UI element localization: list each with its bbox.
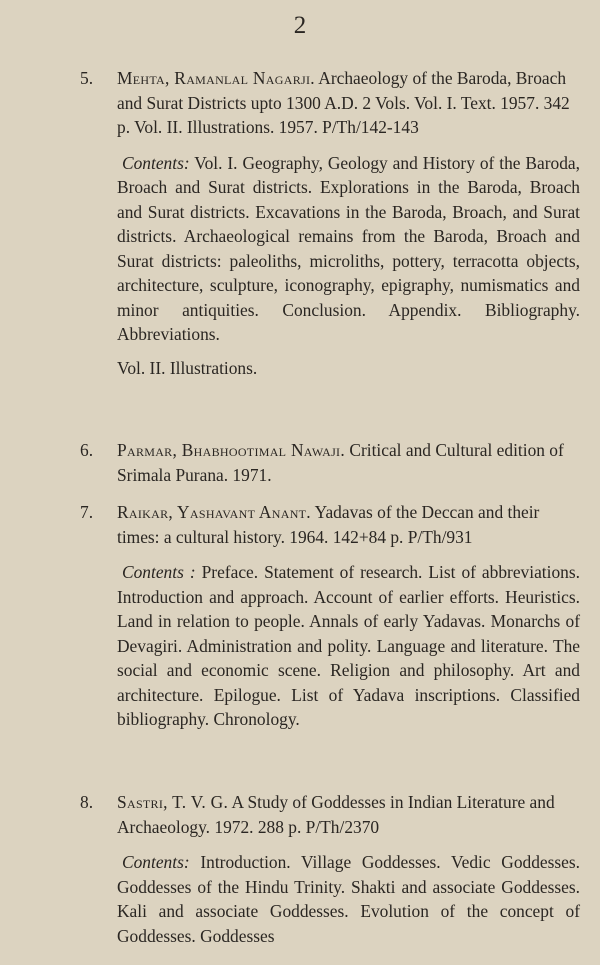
entry-title: Archaeology of the Baroda, Broach and Surat Districts upto 1300 A.D. 2 Vols. Vol. I. Text. 1957. 342 p. Vol. II. Illustrations. 1957. P/Th/142-143 <box>117 68 570 137</box>
entry-author: Mehta, Ramanlal Nagarji. <box>117 68 315 88</box>
entry-contents <box>117 560 580 732</box>
entry-author: Parmar, Bhabhootimal Nawaji. <box>117 440 345 460</box>
bibliography-entry-8 <box>80 790 580 948</box>
entry-contents <box>117 151 580 347</box>
entry-number: 5. <box>80 68 94 88</box>
entry-number: 7. <box>80 502 94 522</box>
entry-extra: Vol. II. Illustrations. <box>117 357 258 378</box>
contents-label: Contents: <box>122 852 190 872</box>
contents-label: Contents: <box>122 152 190 173</box>
entry-number: 8. <box>80 792 94 812</box>
bibliography-entry-7 <box>80 500 580 732</box>
entry-citation <box>117 500 580 549</box>
entry-citation <box>117 790 580 839</box>
entry-contents <box>117 850 580 948</box>
bibliography-entry-5 <box>80 66 580 380</box>
entry-title: Critical and Cultural edition of Srimala Purana. 1971. <box>117 440 564 485</box>
entry-author: Sastri, T. V. G. <box>117 792 229 812</box>
contents-text: Introduction. Village Goddesses. Vedic Goddesses. Goddesses of the Hindu Trinity. Shakti and associate Goddesses. Kali and associate Goddesses. Evolution of the concept of Goddesses. Goddesses <box>117 852 580 946</box>
entry-citation <box>117 66 580 140</box>
entry-title: A Study of Goddesses in Indian Literature and Archaeology. 1972. 288 p. P/Th/2370 <box>117 792 555 837</box>
entry-citation <box>117 438 580 487</box>
page-number: 2 <box>293 12 307 39</box>
entry-author: Raikar, Yashavant Anant. <box>117 502 311 522</box>
bibliography-entry-6 <box>80 438 580 487</box>
entry-title: Yadavas of the Deccan and their times: a cultural history. 1964. 142+84 p. P/Th/931 <box>117 502 540 547</box>
contents-text: Preface. Statement of research. List of abbreviations. Introduction and approach. Account of earlier efforts. Heuristics. Land in relation to people. Annals of early Yadavas. Monarchs of Devagiri. Administration and polity. Language and literature. The social and economic scene. Religion and philosophy. Art and architecture. Epilogue. List of Yadava inscriptions. Classified bibliography. Chronology. <box>117 562 580 729</box>
contents-text: Vol. I. Geography, Geology and History of the Baroda, Broach and Surat districts. Explorations in the Baroda, Broach and Surat districts. Excavations in the Baroda, Broach, and Surat districts. Archaeological remains from the Baroda, Broach and Surat districts: paleoliths, microliths, pottery, terracotta objects, architecture, sculpture, iconography, epigraphy, numismatics and minor antiquities. Conclusion. Appendix. Bibliography. Abbreviations. <box>117 152 580 344</box>
contents-label: Contents : <box>122 562 196 582</box>
entry-number: 6. <box>80 440 94 460</box>
